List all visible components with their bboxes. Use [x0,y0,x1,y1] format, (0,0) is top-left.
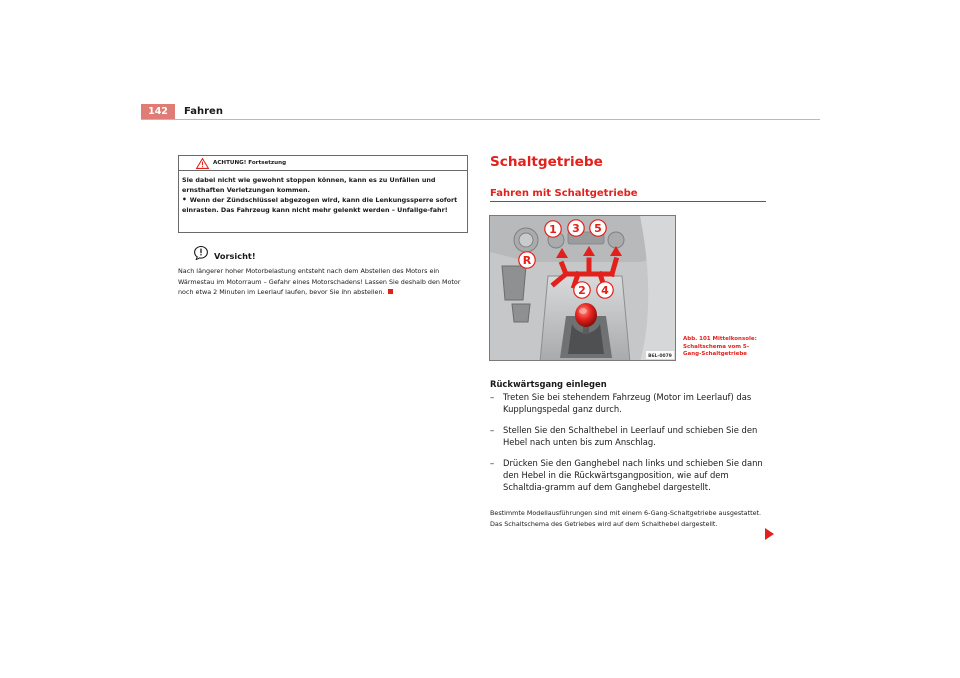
warning-bullet-paragraph [182,195,466,215]
list-item [490,391,770,415]
next-page-arrow-icon[interactable] [765,528,774,540]
step-text: Treten Sie bei stehendem Fahrzeug (Motor im Leerlauf) das Kupplungspedal ganz durch. [503,392,752,414]
warning-triangle-icon [196,158,209,169]
procedure-steps [490,391,770,503]
gear-label-2: 2 [578,284,586,297]
gear-label-1: 1 [549,223,557,236]
dash: – [490,425,495,436]
dash: – [490,392,495,402]
step-text: Drücken Sie den Ganghebel nach links und schieben Sie dann den Hebel in die Rückwärtsgangposition, wie auf dem Schaltdia-gramm auf dem Ganghebel dargestellt. [503,458,763,493]
warning-text [182,176,466,215]
subsection-title: Fahren mit Schaltgetriebe [490,188,638,199]
warning-label: ACHTUNG! Fortsetzung [213,160,287,166]
caution-text [178,266,470,298]
figure-caption: Abb. 101 Mittelkonsole: Schaltschema vom 5-Gang-Schaltgetriebe [683,336,757,357]
caution-body: Nach längerer hoher Motorbelastung entsteht nach dem Abstellen des Motors ein Wärmestau im Motorraum – Gefahr eines Motorschadens! Lassen Sie deshalb den Motor noch etwa 2 Minuten im Leerlauf laufen, bevor Sie ihn abstellen. [178,267,461,297]
procedure-title: Rückwärtsgang einlegen [490,379,607,389]
list-item [490,457,770,493]
gearshift-illustration [490,216,676,361]
gear-label-4: 4 [601,284,609,297]
bullet-icon: • [182,195,187,205]
note-text: Bestimmte Modellausführungen sind mit einem 6-Gang-Schaltgetriebe ausgestattet. Das Schaltschema des Getriebes wird auf dem Schalthebel dargestellt. [490,509,762,528]
chapter-title: Fahren [184,106,223,117]
page-number: 142 [141,104,175,119]
warning-box [178,155,468,233]
dash: – [490,458,495,469]
gear-label-3: 3 [572,222,580,235]
warning-bullet-text: Wenn der Zündschlüssel abgezogen wird, kann die Lenkungssperre sofort einrasten. Das Fahrzeug kann nicht mehr gelenkt werden – Unfallge-fahr! [182,196,458,214]
gear-label-5: 5 [594,222,602,235]
caution-title: Vorsicht! [214,251,256,261]
step-text: Stellen Sie den Schalthebel in Leerlauf und schieben Sie den Hebel nach unten bis zum Anschlag. [503,425,758,448]
image-code: B6L-0079 [648,354,672,359]
gearshift-figure [489,215,676,361]
header-rule [141,119,820,120]
warning-header [179,156,467,171]
gear-label-r: R [522,254,532,267]
subsection-rule [490,201,766,202]
section-title: Schaltgetriebe [490,154,603,170]
warning-paragraph: Sie dabei nicht wie gewohnt stoppen können, kann es zu Unfällen und ernsthaften Verletzungen kommen. [182,176,436,194]
end-mark-icon [388,289,393,294]
caution-exclamation-icon [194,246,208,260]
list-item [490,424,770,448]
